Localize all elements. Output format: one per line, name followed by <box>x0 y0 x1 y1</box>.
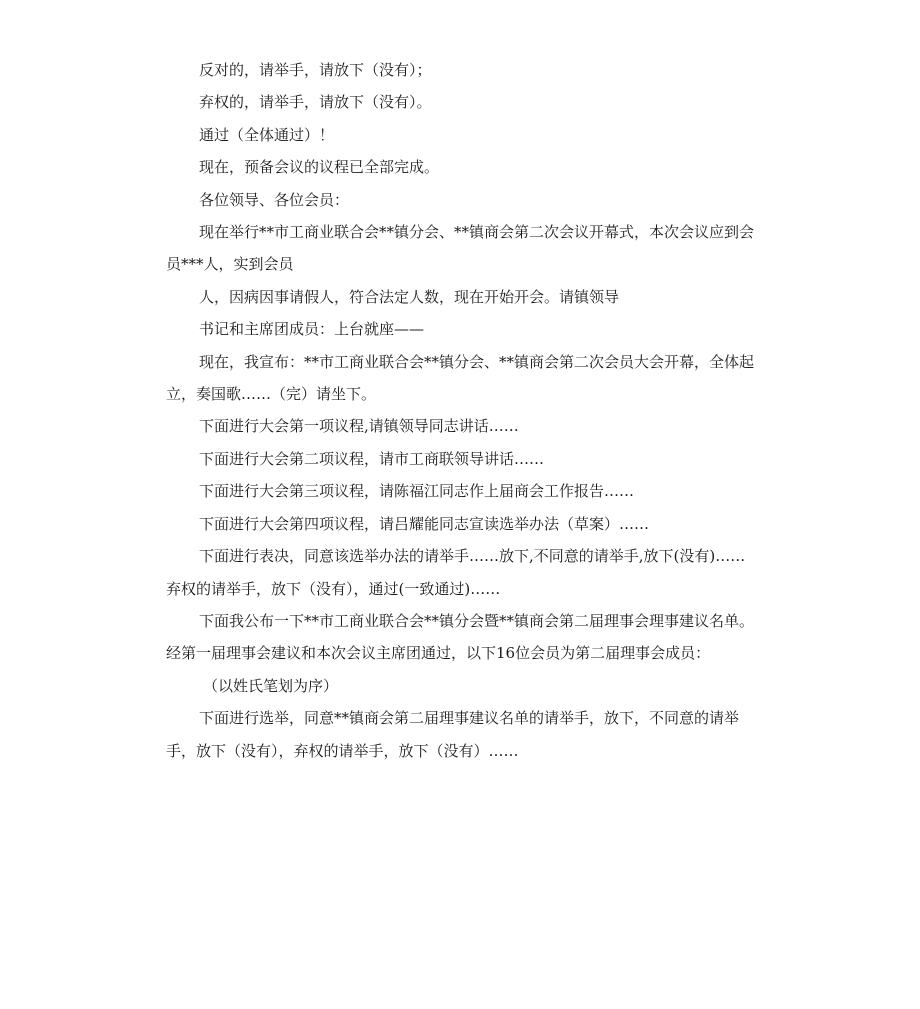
paragraph-council-list: 下面我公布一下**市工商业联合会**镇分会暨**镇商会第二届理事会理事建议名单。经第一届理事会建议和本次会议主席团通过，以下16位会员为第二届理事会成员： <box>166 611 755 663</box>
paragraph-abstain-vote: 弃权的，请举手，请放下（没有）。 <box>199 93 432 112</box>
paragraph-opening-ceremony: 现在举行**市工商业联合会**镇分会、**镇商会第二次会议开幕式，本次会议应到会员***人，实到会员 <box>166 223 755 274</box>
paragraph-agenda-3: 下面进行大会第三项议程，请陈福江同志作上届商会工作报告…… <box>199 482 635 501</box>
paragraph-salutation: 各位领导、各位会员： <box>199 190 350 209</box>
paragraph-agenda-2: 下面进行大会第二项议程，请市工商联领导讲话…… <box>199 449 545 468</box>
paragraph-passed: 通过（全体通过）！ <box>199 125 335 144</box>
paragraph-take-seats: 书记和主席团成员：上台就座—— <box>199 320 425 339</box>
paragraph-agenda-1: 下面进行大会第一项议程,请镇领导同志讲话…… <box>199 417 519 436</box>
paragraph-oppose-vote: 反对的，请举手，请放下（没有）； <box>199 61 432 79</box>
document-page <box>166 54 758 767</box>
paragraph-preparatory-complete: 现在，预备会议的议程已全部完成。 <box>199 158 440 177</box>
paragraph-stroke-order-note: （以姓氏笔划为序） <box>203 676 339 695</box>
paragraph-quorum: 人，因病因事请假人，符合法定人数，现在开始开会。请镇领导 <box>199 287 620 306</box>
paragraph-election-vote: 下面进行选举，同意**镇商会第二届理事建议名单的请举手，放下，不同意的请举手，放下（没有），弃权的请举手，放下（没有）…… <box>166 709 740 760</box>
paragraph-declare-open: 现在，我宣布：**市工商业联合会**镇分会、**镇商会第二次会员大会开幕，全体起立，奏国歌……（完）请坐下。 <box>166 352 755 404</box>
paragraph-agenda-4: 下面进行大会第四项议程，请吕耀能同志宣读选举办法（草案）…… <box>199 514 650 533</box>
paragraph-vote-election-method: 下面进行表决，同意该选举办法的请举手……放下,不同意的请举手,放下(没有)……弃权的请举手，放下（没有），通过(一致通过)…… <box>166 547 746 598</box>
